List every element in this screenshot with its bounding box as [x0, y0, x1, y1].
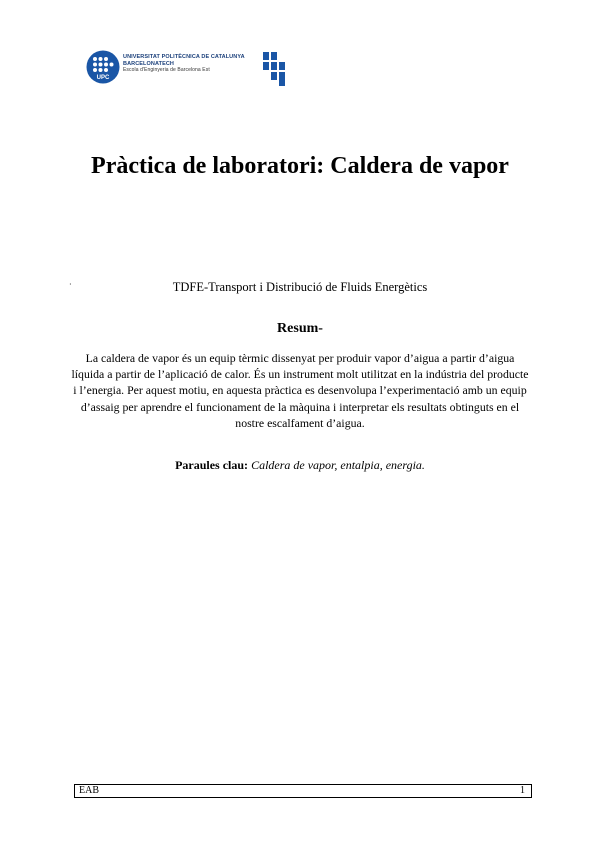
keywords-values: Caldera de vapor, entalpia, energia. [251, 458, 425, 472]
page-number: 1 [520, 785, 525, 796]
course-name: TDFE-Transport i Distribució de Fluids Energètics [172, 280, 428, 294]
footer-left-text: EAB [79, 785, 99, 796]
document-title: Pràctica de laboratori: Caldera de vapor [91, 153, 509, 179]
keywords-line [0, 458, 600, 473]
school-name: Escola d'Enginyeria de Barcelona Est [123, 67, 210, 74]
university-logo [86, 50, 286, 90]
upc-logo-icon [86, 50, 120, 84]
school-logo-icon [263, 52, 285, 86]
page-footer [74, 784, 532, 798]
abstract-body: La caldera de vapor és un equip tèrmic dissenyat per produir vapor d’aigua a partir d’aigua líquida a partir de l’aplicació de calor. És un instrument molt utilitzat en la indústria del producte i l’energia. Per aquest motiu, en aquesta pràctica es desenvolupa l’experimentació amb un equip d’assaig per aprendre el funcionament de la màquina i interpretar els resultats obtinguts en el nostre escalfament d’aigua. [71, 351, 529, 430]
university-line1: UNIVERSITAT POLITÈCNICA DE CATALUNYA [123, 54, 245, 60]
university-name [123, 54, 263, 74]
university-line2: BARCELONATECH [123, 60, 175, 67]
logo-mark-text: UPC [96, 75, 110, 81]
stray-dot: · [69, 280, 72, 289]
abstract-heading: Resum- [277, 321, 323, 336]
keywords-label: Paraules clau: [175, 458, 249, 472]
